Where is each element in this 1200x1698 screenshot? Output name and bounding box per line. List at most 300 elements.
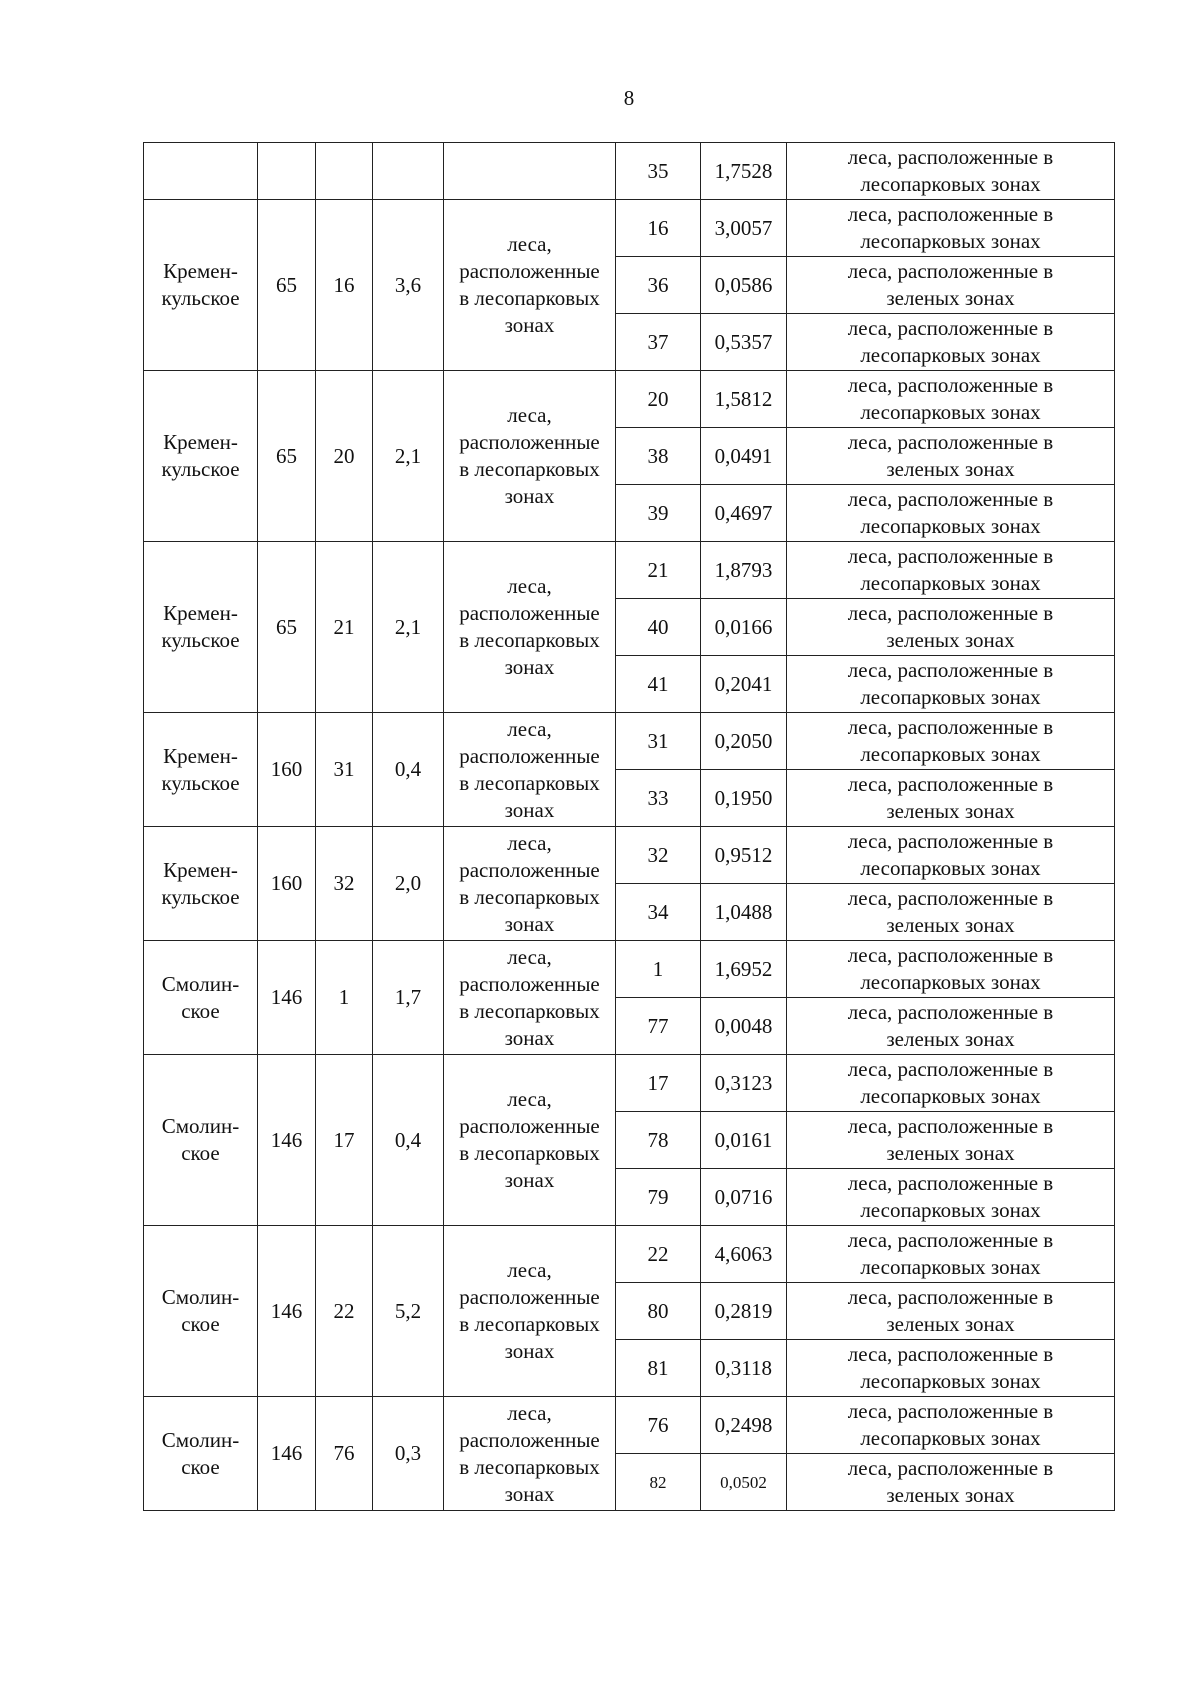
section-cell-line: 17 (333, 1127, 355, 1152)
category-cell (444, 827, 616, 941)
forestry-cell-line: ское (181, 998, 220, 1023)
quarter-cell (258, 1055, 316, 1226)
category-cell (444, 1226, 616, 1397)
sub-category-cell-line: леса, расположенные в (847, 1399, 1054, 1423)
sub-category-cell (787, 884, 1115, 941)
sub-area-cell-line: 0,2819 (714, 1298, 773, 1323)
sub-category-cell-line: зеленых зонах (886, 286, 1015, 310)
forest-plots-table (143, 142, 1115, 1511)
forestry-cell-line: Кремен- (163, 259, 238, 283)
sub-category-cell (787, 542, 1115, 599)
quarter-cell-line: 65 (276, 272, 297, 297)
forestry-cell-line: кульское (161, 884, 240, 909)
section-cell-line: 76 (333, 1441, 355, 1465)
area-cell (373, 542, 444, 713)
sub-section-cell (616, 884, 701, 941)
quarter-cell (258, 542, 316, 713)
category-cell-line: зонах (504, 911, 555, 936)
sub-section-cell-line: 17 (647, 1070, 669, 1095)
sub-section-cell (616, 1283, 701, 1340)
sub-category-cell-line: леса, расположенные в (847, 1000, 1054, 1024)
category-cell (444, 1397, 616, 1511)
sub-area-cell-line: 0,0161 (714, 1127, 773, 1152)
forestry-cell-line: Кремен- (163, 857, 238, 882)
sub-category-cell (787, 1169, 1115, 1226)
sub-area-cell (701, 1112, 787, 1169)
sub-category-cell-line: леса, расположенные в (847, 943, 1054, 967)
sub-section-cell-line: 82 (649, 1472, 667, 1492)
quarter-cell-line: 146 (270, 985, 303, 1009)
table-row (144, 143, 1115, 200)
forestry-cell (144, 1226, 258, 1397)
area-cell-line: 2,1 (394, 443, 422, 468)
page-number: 8 (623, 86, 635, 110)
sub-area-cell-line: 1,8793 (714, 557, 773, 582)
section-cell (316, 371, 373, 542)
section-cell (316, 1055, 373, 1226)
category-cell (444, 200, 616, 371)
table-row (144, 941, 1115, 998)
sub-area-cell (701, 656, 787, 713)
forestry-cell (144, 713, 258, 827)
sub-section-cell-line: 39 (647, 500, 669, 525)
category-cell-line: леса, (507, 1258, 552, 1282)
sub-category-cell (787, 1283, 1115, 1340)
sub-category-cell (787, 1055, 1115, 1112)
sub-category-cell-line: лесопарковых зонах (860, 742, 1041, 766)
sub-section-cell (616, 200, 701, 257)
sub-category-cell-line: леса, расположенные в (847, 1342, 1054, 1366)
sub-section-cell-line: 20 (647, 386, 669, 411)
sub-section-cell (616, 827, 701, 884)
table-row (144, 371, 1115, 428)
category-cell-line: расположенные (459, 1427, 600, 1452)
category-cell (444, 143, 616, 200)
quarter-cell (258, 371, 316, 542)
category-cell-line: расположенные (459, 430, 600, 454)
section-cell-line: 31 (333, 757, 355, 781)
sub-area-cell-line: 0,0491 (714, 443, 773, 468)
sub-category-cell-line: лесопарковых зонах (860, 685, 1041, 709)
category-cell-line: леса, (507, 716, 552, 741)
forestry-cell (144, 941, 258, 1055)
category-cell-line: зонах (504, 1168, 555, 1192)
sub-category-cell-line: лесопарковых зонах (860, 1369, 1041, 1393)
area-cell-line: 5,2 (394, 1298, 422, 1323)
sub-category-cell (787, 485, 1115, 542)
section-cell (316, 1226, 373, 1397)
category-cell-line: зонах (504, 655, 555, 679)
sub-section-cell-line: 22 (647, 1241, 669, 1266)
quarter-cell (258, 200, 316, 371)
table-row (144, 1226, 1115, 1283)
table-row (144, 1397, 1115, 1454)
sub-category-cell (787, 1454, 1115, 1511)
quarter-cell-line: 65 (276, 614, 297, 639)
sub-area-cell (701, 314, 787, 371)
forestry-cell-line: Кремен- (163, 743, 238, 768)
sub-category-cell-line: леса, расположенные в (847, 1057, 1054, 1081)
sub-section-cell (616, 1226, 701, 1283)
sub-category-cell (787, 713, 1115, 770)
category-cell-line: расположенные (459, 743, 600, 768)
sub-area-cell (701, 1340, 787, 1397)
area-cell (373, 200, 444, 371)
sub-category-cell-line: зеленых зонах (886, 1483, 1015, 1507)
area-cell (373, 827, 444, 941)
sub-area-cell-line: 1,0488 (714, 899, 773, 924)
sub-category-cell-line: леса, расположенные в (847, 316, 1054, 340)
category-cell-line: в лесопарковых (459, 1141, 600, 1165)
sub-area-cell-line: 0,3118 (715, 1355, 772, 1380)
category-cell-line: расположенные (459, 971, 600, 996)
category-cell-line: леса, (507, 574, 552, 598)
sub-area-cell (701, 998, 787, 1055)
category-cell-line: в лесопарковых (459, 628, 600, 652)
sub-area-cell-line: 0,2050 (714, 728, 773, 753)
sub-area-cell (701, 257, 787, 314)
sub-section-cell-line: 79 (647, 1184, 669, 1209)
sub-category-cell-line: леса, расположенные в (847, 1228, 1054, 1252)
sub-category-cell-line: зеленых зонах (886, 913, 1015, 937)
sub-area-cell (701, 1454, 787, 1511)
category-cell-line: леса, (507, 830, 552, 855)
category-cell-line: зонах (504, 1339, 555, 1363)
area-cell-line: 0,4 (394, 757, 422, 781)
sub-section-cell-line: 40 (647, 614, 669, 639)
sub-category-cell-line: лесопарковых зонах (860, 1426, 1041, 1450)
sub-category-cell-line: леса, расположенные в (847, 259, 1054, 283)
category-cell-line: леса, (507, 1400, 552, 1425)
sub-section-cell-line: 78 (647, 1127, 669, 1152)
area-cell-line: 0,3 (394, 1441, 422, 1465)
sub-category-cell-line: леса, расположенные в (847, 601, 1054, 625)
quarter-cell (258, 827, 316, 941)
sub-area-cell (701, 485, 787, 542)
sub-category-cell-line: лесопарковых зонах (860, 229, 1041, 253)
sub-category-cell-line: лесопарковых зонах (860, 1255, 1041, 1279)
sub-area-cell-line: 0,0586 (714, 272, 773, 297)
forestry-cell-line: кульское (161, 628, 240, 652)
sub-category-cell-line: леса, расположенные в (847, 772, 1054, 796)
sub-category-cell-line: зеленых зонах (886, 799, 1015, 823)
section-cell-line: 1 (338, 985, 350, 1009)
sub-category-cell (787, 1340, 1115, 1397)
area-cell-line: 3,6 (394, 272, 422, 297)
sub-category-cell-line: лесопарковых зонах (860, 514, 1041, 538)
category-cell-line: расположенные (459, 259, 600, 283)
area-cell (373, 371, 444, 542)
category-cell-line: расположенные (459, 1285, 600, 1309)
sub-section-cell-line: 31 (647, 728, 669, 753)
sub-section-cell (616, 1454, 701, 1511)
area-cell-line: 0,4 (394, 1127, 422, 1152)
sub-section-cell-line: 37 (647, 329, 669, 354)
category-cell-line: леса, (507, 403, 552, 427)
category-cell-line: зонах (504, 484, 555, 508)
forestry-cell-line: Кремен- (163, 601, 238, 625)
sub-category-cell-line: зеленых зонах (886, 457, 1015, 481)
area-cell-line: 2,1 (394, 614, 422, 639)
sub-area-cell (701, 1283, 787, 1340)
sub-area-cell-line: 0,2498 (714, 1412, 773, 1437)
sub-category-cell (787, 656, 1115, 713)
sub-section-cell-line: 33 (647, 785, 669, 810)
category-cell-line: в лесопарковых (459, 1454, 600, 1479)
sub-area-cell (701, 599, 787, 656)
sub-category-cell-line: леса, расположенные в (847, 544, 1054, 568)
sub-category-cell (787, 200, 1115, 257)
sub-section-cell (616, 713, 701, 770)
sub-area-cell (701, 428, 787, 485)
sub-category-cell-line: леса, расположенные в (847, 1285, 1054, 1309)
sub-category-cell (787, 428, 1115, 485)
sub-category-cell-line: леса, расположенные в (847, 886, 1054, 910)
quarter-cell-line: 146 (270, 1441, 303, 1465)
sub-section-cell (616, 599, 701, 656)
category-cell-line: в лесопарковых (459, 286, 600, 310)
quarter-cell-line: 65 (276, 443, 297, 468)
forestry-cell-line: кульское (161, 457, 240, 481)
forestry-cell-line: Смолин- (161, 1427, 240, 1452)
forestry-cell-line: ское (181, 1141, 220, 1165)
sub-category-cell-line: леса, расположенные в (847, 1456, 1054, 1480)
sub-section-cell-line: 38 (647, 443, 669, 468)
sub-area-cell (701, 1397, 787, 1454)
forestry-cell-line: Смолин- (161, 1114, 240, 1138)
sub-category-cell (787, 941, 1115, 998)
sub-category-cell (787, 314, 1115, 371)
area-cell-line: 2,0 (394, 871, 422, 895)
sub-category-cell-line: леса, расположенные в (847, 1114, 1054, 1138)
sub-category-cell-line: зеленых зонах (886, 1312, 1015, 1336)
sub-category-cell (787, 1397, 1115, 1454)
table-row (144, 713, 1115, 770)
area-cell-line: 1,7 (394, 985, 422, 1009)
table-row (144, 200, 1115, 257)
sub-category-cell (787, 998, 1115, 1055)
table-row (144, 1055, 1115, 1112)
category-cell-line: расположенные (459, 601, 600, 625)
quarter-cell-line: 146 (270, 1298, 303, 1323)
sub-area-cell-line: 0,9512 (714, 842, 773, 867)
sub-category-cell (787, 143, 1115, 200)
sub-category-cell-line: лесопарковых зонах (860, 970, 1041, 994)
category-cell-line: в лесопарковых (459, 884, 600, 909)
area-cell (373, 941, 444, 1055)
sub-section-cell (616, 656, 701, 713)
sub-area-cell-line: 3,0057 (714, 215, 773, 240)
forestry-cell (144, 143, 258, 200)
category-cell-line: зонах (504, 797, 555, 822)
sub-section-cell (616, 371, 701, 428)
sub-section-cell-line: 35 (647, 158, 669, 183)
sub-category-cell-line: лесопарковых зонах (860, 172, 1041, 196)
sub-area-cell-line: 1,5812 (714, 386, 773, 411)
sub-category-cell-line: леса, расположенные в (847, 430, 1054, 454)
sub-area-cell-line: 1,6952 (714, 956, 773, 981)
sub-section-cell (616, 314, 701, 371)
section-cell-line: 16 (333, 272, 355, 297)
category-cell-line: в лесопарковых (459, 1312, 600, 1336)
sub-area-cell-line: 0,0048 (714, 1013, 773, 1038)
sub-area-cell (701, 143, 787, 200)
sub-category-cell-line: зеленых зонах (886, 1027, 1015, 1051)
section-cell-line: 32 (333, 871, 355, 895)
sub-area-cell-line: 0,2041 (714, 671, 773, 696)
forestry-cell-line: кульское (161, 770, 240, 795)
category-cell-line: расположенные (459, 857, 600, 882)
sub-area-cell-line: 0,4697 (714, 500, 773, 525)
sub-area-cell-line: 0,0166 (714, 614, 773, 639)
sub-section-cell-line: 21 (647, 557, 669, 582)
table-row (144, 542, 1115, 599)
sub-section-cell-line: 32 (647, 842, 669, 867)
sub-category-cell-line: леса, расположенные в (847, 487, 1054, 511)
forestry-cell-line: Смолин- (161, 971, 240, 996)
forestry-cell (144, 200, 258, 371)
sub-area-cell (701, 1055, 787, 1112)
sub-area-cell (701, 1226, 787, 1283)
sub-category-cell (787, 257, 1115, 314)
sub-category-cell-line: зеленых зонах (886, 1141, 1015, 1165)
sub-section-cell (616, 998, 701, 1055)
sub-category-cell (787, 599, 1115, 656)
section-cell (316, 1397, 373, 1511)
sub-section-cell (616, 143, 701, 200)
sub-area-cell-line: 4,6063 (714, 1241, 773, 1266)
sub-section-cell-line: 1 (652, 956, 664, 981)
sub-section-cell-line: 80 (647, 1298, 669, 1323)
sub-category-cell (787, 827, 1115, 884)
category-cell (444, 371, 616, 542)
sub-area-cell-line: 0,0502 (720, 1472, 767, 1492)
sub-category-cell-line: леса, расположенные в (847, 373, 1054, 397)
sub-section-cell-line: 36 (647, 272, 669, 297)
forestry-cell (144, 371, 258, 542)
table-row (144, 827, 1115, 884)
sub-category-cell-line: зеленых зонах (886, 628, 1015, 652)
sub-section-cell (616, 485, 701, 542)
sub-section-cell (616, 1055, 701, 1112)
quarter-cell (258, 143, 316, 200)
area-cell (373, 1397, 444, 1511)
sub-section-cell (616, 542, 701, 599)
sub-section-cell (616, 1169, 701, 1226)
category-cell-line: зонах (504, 1025, 555, 1050)
forestry-cell (144, 827, 258, 941)
sub-section-cell-line: 77 (647, 1013, 669, 1038)
category-cell (444, 1055, 616, 1226)
quarter-cell-line: 160 (270, 871, 303, 895)
sub-area-cell (701, 1169, 787, 1226)
quarter-cell-line: 146 (270, 1127, 303, 1152)
category-cell-line: зонах (504, 313, 555, 337)
quarter-cell-line: 160 (270, 757, 303, 781)
forestry-cell-line: ское (181, 1454, 220, 1479)
category-cell-line: леса, (507, 1087, 552, 1111)
sub-category-cell (787, 1226, 1115, 1283)
category-cell-line: в лесопарковых (459, 457, 600, 481)
sub-area-cell (701, 542, 787, 599)
section-cell (316, 941, 373, 1055)
sub-area-cell (701, 941, 787, 998)
section-cell (316, 143, 373, 200)
forestry-cell (144, 1055, 258, 1226)
section-cell-line: 22 (333, 1298, 355, 1323)
category-cell-line: леса, (507, 232, 552, 256)
category-cell-line: в лесопарковых (459, 770, 600, 795)
category-cell-line: зонах (504, 1481, 555, 1506)
sub-section-cell (616, 1112, 701, 1169)
section-cell-line: 20 (333, 443, 355, 468)
sub-section-cell (616, 1340, 701, 1397)
sub-area-cell-line: 1,7528 (714, 158, 773, 183)
sub-area-cell-line: 0,0716 (714, 1184, 773, 1209)
sub-category-cell-line: леса, расположенные в (847, 202, 1054, 226)
sub-area-cell (701, 713, 787, 770)
section-cell (316, 200, 373, 371)
area-cell (373, 713, 444, 827)
sub-section-cell-line: 34 (647, 899, 669, 924)
quarter-cell (258, 713, 316, 827)
sub-category-cell-line: лесопарковых зонах (860, 856, 1041, 880)
forestry-cell-line: кульское (161, 286, 240, 310)
quarter-cell (258, 1397, 316, 1511)
section-cell (316, 542, 373, 713)
sub-category-cell-line: леса, расположенные в (847, 829, 1054, 853)
sub-section-cell-line: 41 (647, 671, 669, 696)
category-cell (444, 542, 616, 713)
sub-category-cell-line: лесопарковых зонах (860, 400, 1041, 424)
section-cell-line: 21 (333, 614, 355, 639)
sub-category-cell-line: лесопарковых зонах (860, 1084, 1041, 1108)
quarter-cell (258, 1226, 316, 1397)
sub-category-cell (787, 371, 1115, 428)
sub-category-cell-line: лесопарковых зонах (860, 1198, 1041, 1222)
sub-area-cell (701, 200, 787, 257)
sub-area-cell (701, 770, 787, 827)
sub-category-cell-line: леса, расположенные в (847, 715, 1054, 739)
sub-category-cell (787, 770, 1115, 827)
sub-section-cell (616, 428, 701, 485)
sub-area-cell-line: 0,1950 (714, 785, 773, 810)
forestry-cell (144, 542, 258, 713)
sub-section-cell-line: 16 (647, 215, 669, 240)
forestry-cell-line: Кремен- (163, 430, 238, 454)
area-cell (373, 1226, 444, 1397)
sub-area-cell (701, 371, 787, 428)
sub-section-cell (616, 257, 701, 314)
forestry-cell-line: Смолин- (161, 1285, 240, 1309)
forestry-cell-line: ское (181, 1312, 220, 1336)
sub-section-cell (616, 941, 701, 998)
category-cell-line: леса, (507, 944, 552, 969)
sub-category-cell-line: леса, расположенные в (847, 1171, 1054, 1195)
section-cell (316, 713, 373, 827)
sub-category-cell-line: лесопарковых зонах (860, 571, 1041, 595)
category-cell-line: в лесопарковых (459, 998, 600, 1023)
sub-section-cell (616, 1397, 701, 1454)
sub-section-cell-line: 81 (647, 1355, 669, 1380)
area-cell (373, 1055, 444, 1226)
sub-category-cell-line: леса, расположенные в (847, 145, 1054, 169)
sub-area-cell (701, 884, 787, 941)
quarter-cell (258, 941, 316, 1055)
sub-category-cell-line: леса, расположенные в (847, 658, 1054, 682)
sub-area-cell (701, 827, 787, 884)
category-cell (444, 713, 616, 827)
